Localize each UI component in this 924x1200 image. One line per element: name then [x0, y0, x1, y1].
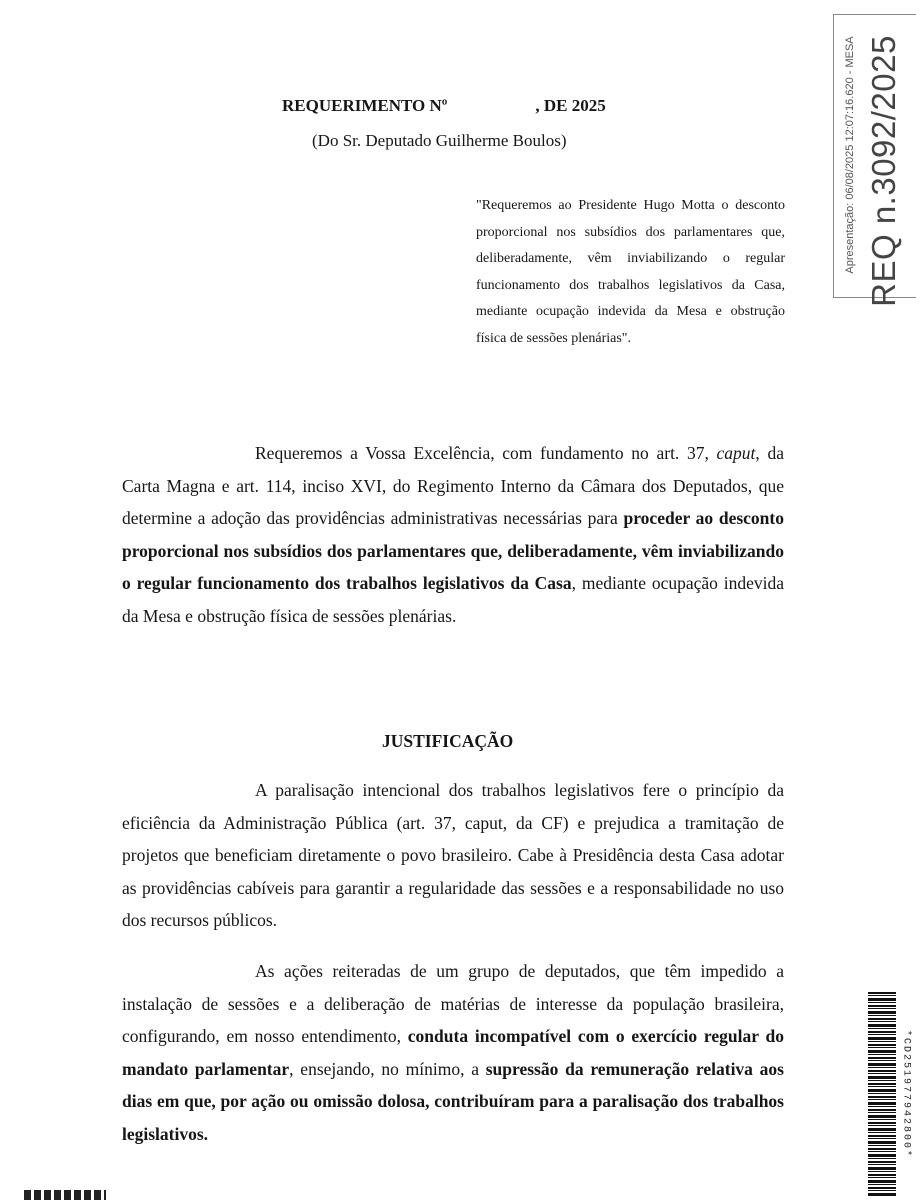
request-bold-text: proceder ao desconto proporcional nos subsídios dos parlamentares que, deliberadamente, vêm inviabilizando o regular funcionamento dos trabalhos legislativos da Casa — [122, 508, 784, 593]
document-title — [282, 96, 642, 116]
justification-heading: JUSTIFICAÇÃO — [382, 731, 514, 751]
req-number: REQ n.3092/2025 — [865, 35, 902, 307]
ementa-text: "Requeremos ao Presidente Hugo Motta o desconto proporcional nos subsídios dos parlamentares que, deliberadamente, vêm inviabilizando o regular funcionamento dos trabalhos legislativos da Casa, mediante ocupação indevida da Mesa e obstrução física de sessões plenárias". — [476, 198, 785, 346]
justification-paragraph-2 — [122, 955, 784, 1150]
justification-text-2a: As ações reiteradas de um grupo de deputados, que têm impedido a instalação de sessões e a deliberação de matérias de interesse da população brasileira, configurando, em nosso entendimento, — [122, 961, 784, 1046]
request-text-2: , da Carta Magna e art. 114, inciso XVI, do Regimento Interno da Câmara dos Deputados, que determine a adoção das providências administrativas necessárias para — [122, 443, 784, 528]
request-text-3: , mediante ocupação indevida da Mesa e obstrução física de sessões plenárias. — [122, 573, 785, 626]
request-text-1: Requeremos a Vossa Excelência, com fundamento no art. 37, — [255, 443, 717, 463]
request-paragraph — [122, 437, 784, 632]
barcode-code: *CD251977942800* — [900, 1029, 912, 1159]
title-suffix: , DE 2025 — [535, 96, 606, 115]
footer-logo-fragment — [24, 1190, 106, 1200]
request-italic-caput: caput — [716, 443, 756, 463]
registration-stamp — [833, 14, 916, 307]
document-author: (Do Sr. Deputado Guilherme Boulos) — [312, 131, 567, 150]
justification-text-1: A paralisação intencional dos trabalhos legislativos fere o princípio da eficiência da Administração Pública (art. 37, caput, da CF) e prejudica a tramitação de projetos que beneficiam diretamente o povo brasileiro. Cabe à Presidência desta Casa adotar as providências cabíveis para garantir a regularidade das sessões e a responsabilidade no uso dos recursos públicos. — [122, 780, 784, 930]
barcode-block — [868, 992, 918, 1197]
justification-bold-conduta: conduta incompatível com o exercício regular do mandato parlamentar — [122, 1026, 784, 1079]
barcode-bars — [868, 992, 896, 1197]
justification-bold-supressao: supressão da remuneração relativa aos dias em que, por ação ou omissão dolosa, contribuíram para a paralisação dos trabalhos legislativos. — [122, 1058, 784, 1144]
presentation-timestamp: Apresentação: 06/08/2025 12:07:16.620 - MESA — [844, 36, 856, 274]
title-prefix: REQUERIMENTO Nº — [282, 96, 448, 115]
justification-text-2c: , ensejando, no mínimo, a — [289, 1058, 486, 1079]
justification-paragraph-1 — [122, 774, 784, 937]
